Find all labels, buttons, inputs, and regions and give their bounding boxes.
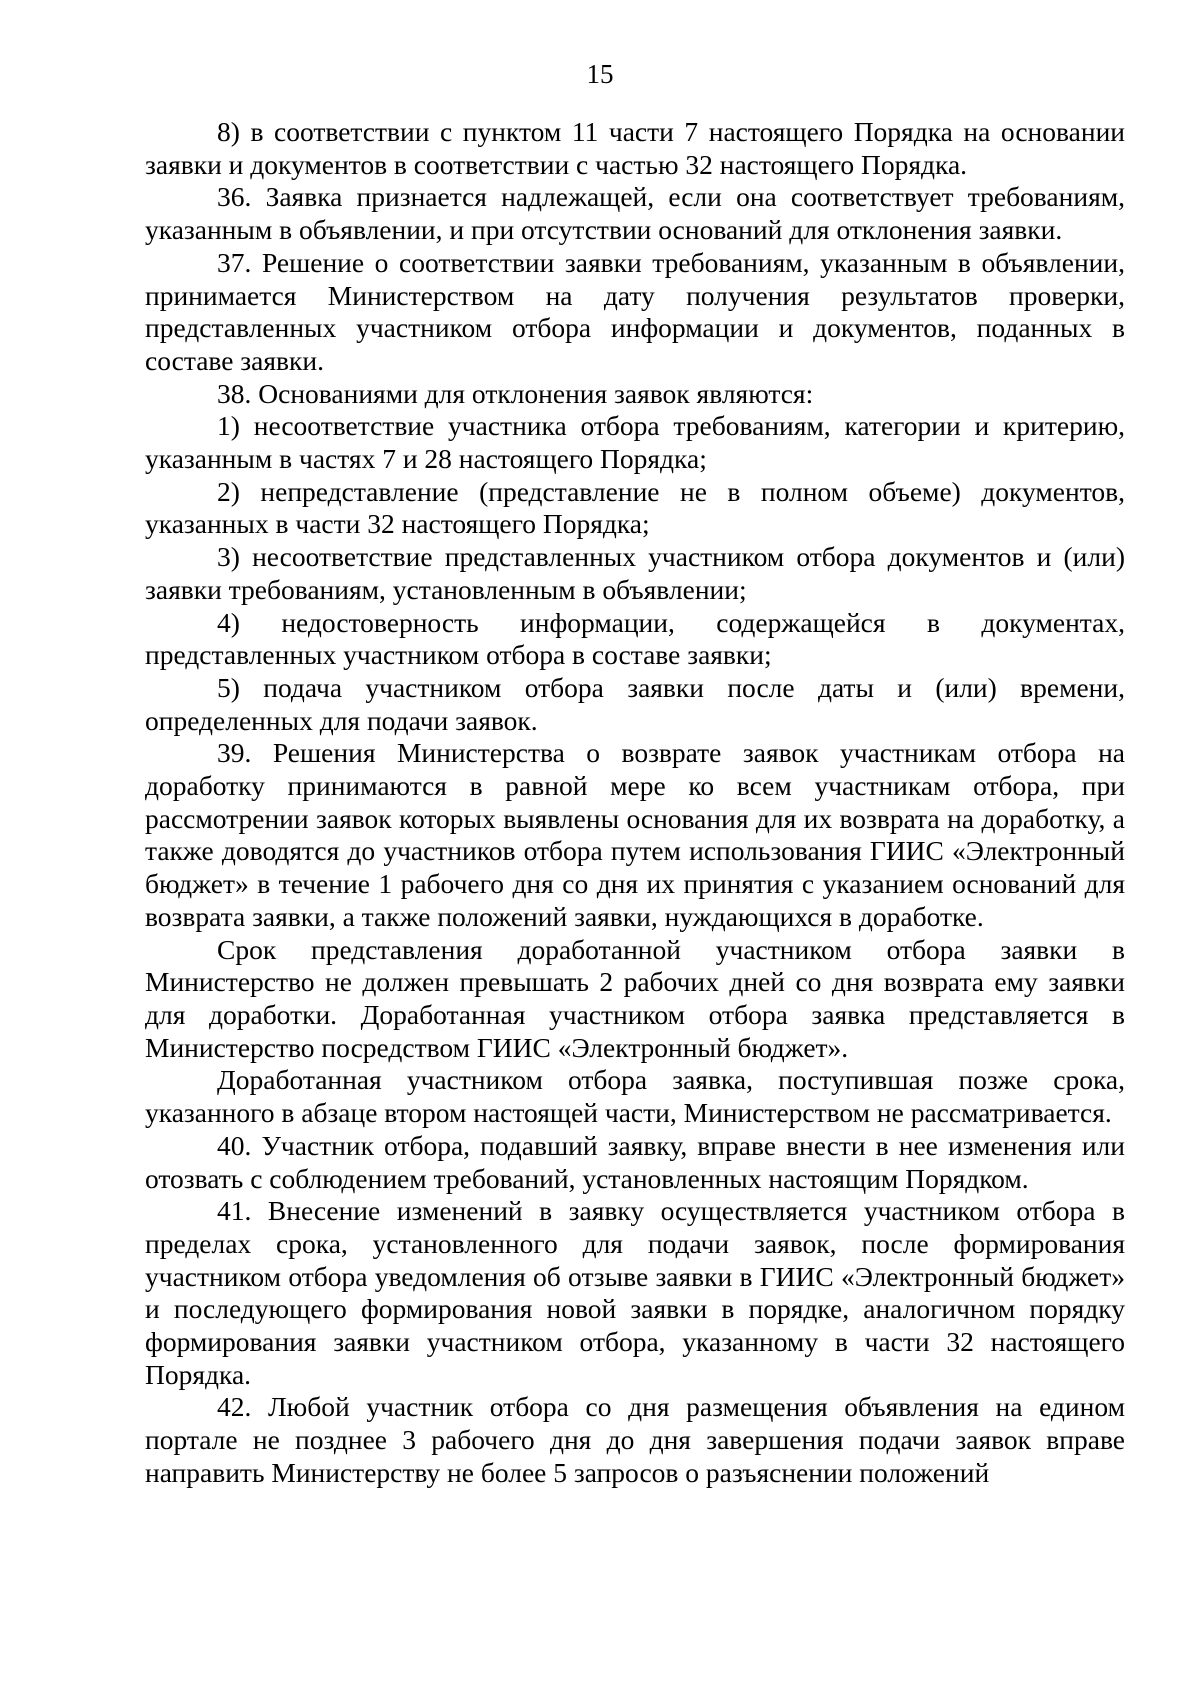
- paragraph: 41. Внесение изменений в заявку осуществляется участником отбора в пределах срока, установленного для подачи заявок, после формирования участником отбора уведомления об отзыве заявки в ГИИС «Электронный бюджет» и последующего формирования новой заявки в порядке, аналогичном порядку формирования заявки участником отбора, указанному в части 32 настоящего Порядка.: [145, 1195, 1125, 1390]
- list-item: 2) непредставление (представление не в полном объеме) документов, указанных в части 32 настоящего Порядка;: [145, 475, 1125, 540]
- paragraph: 8) в соответствии с пунктом 11 части 7 настоящего Порядка на основании заявки и документов в соответствии с частью 32 настоящего Порядка.: [145, 116, 1125, 180]
- paragraph: 40. Участник отбора, подавший заявку, вправе внести в нее изменения или отозвать с соблюдением требований, установленных настоящим Порядком.: [145, 1129, 1125, 1194]
- paragraph: 36. Заявка признается надлежащей, если она соответствует требованиям, указанным в объявлении, и при отсутствии оснований для отклонения заявки.: [145, 181, 1125, 246]
- paragraph: Доработанная участником отбора заявка, поступившая позже срока, указанного в абзаце втором настоящей части, Министерством не рассматривается.: [145, 1064, 1125, 1129]
- paragraph: 38. Основаниями для отклонения заявок являются:: [217, 377, 814, 409]
- list-item: 1) несоответствие участника отбора требованиям, категории и критерию, указанным в частях 7 и 28 настоящего Порядка;: [145, 410, 1125, 475]
- paragraph: 37. Решение о соответствии заявки требованиям, указанным в объявлении, принимается Министерством на дату получения результатов проверки, представленных участником отбора информации и документов, поданных в составе заявки.: [145, 246, 1125, 376]
- paragraph: Срок представления доработанной участником отбора заявки в Министерство не должен превышать 2 рабочих дней со дня возврата ему заявки для доработки. Доработанная участником отбора заявка представляется в Министерство посредством ГИИС «Электронный бюджет».: [145, 933, 1125, 1063]
- document-body: [145, 116, 1125, 1490]
- list-item: 3) несоответствие представленных участником отбора документов и (или) заявки требованиям, установленным в объявлении;: [145, 541, 1125, 605]
- paragraph: 39. Решения Министерства о возврате заявок участникам отбора на доработку принимаются в равной мере ко всем участникам отбора, при рассмотрении заявок которых выявлены основания для их возврата на доработку, а также доводятся до участников отбора путем использования ГИИС «Электронный бюджет» в течение 1 рабочего дня со дня их принятия с указанием оснований для возврата заявки, а также положений заявки, нуждающихся в доработке.: [145, 737, 1125, 932]
- list-item: 5) подача участником отбора заявки после даты и (или) времени, определенных для подачи заявок.: [145, 671, 1125, 736]
- page-number: 15: [586, 59, 614, 89]
- paragraph: 42. Любой участник отбора со дня размещения объявления на едином портале не позднее 3 рабочего дня до дня завершения подачи заявок вправе направить Министерству не более 5 запросов о разъяснении положений: [145, 1391, 1125, 1488]
- list-item: 4) недостоверность информации, содержащейся в документах, представленных участником отбора в составе заявки;: [145, 606, 1125, 671]
